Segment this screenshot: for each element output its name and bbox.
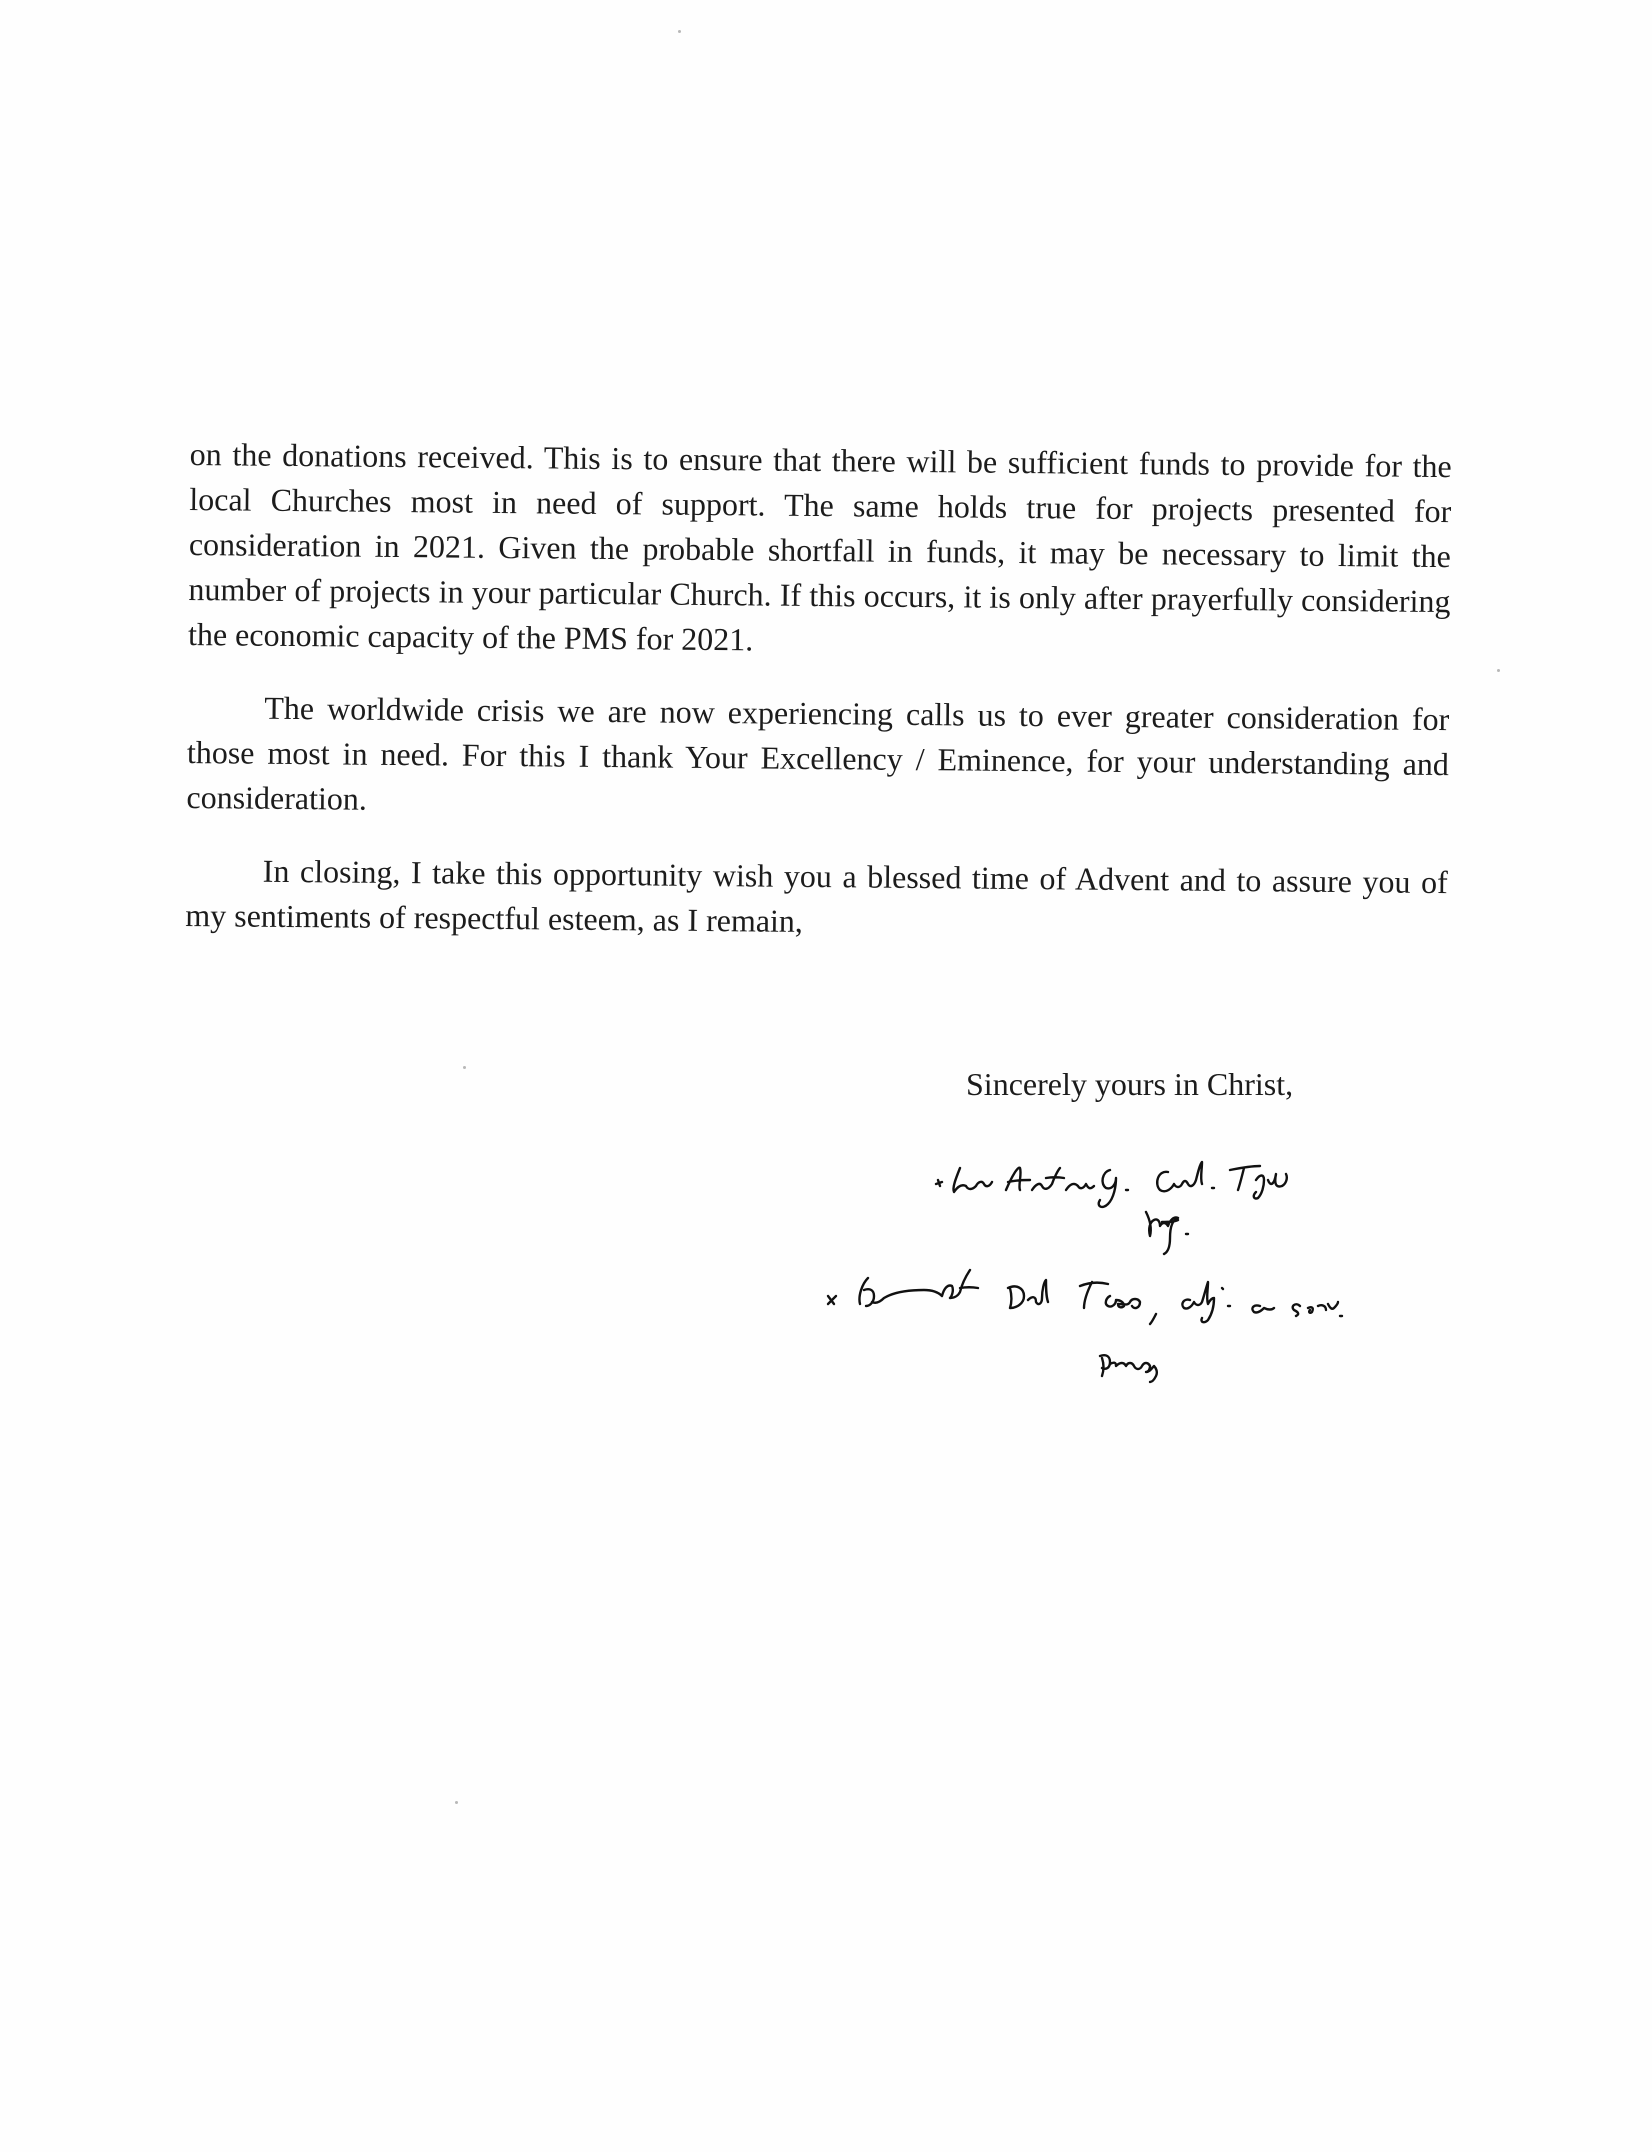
paper-speck	[678, 30, 681, 33]
paper-speck	[455, 1801, 458, 1804]
paper-speck	[463, 1066, 466, 1069]
paragraph-crisis: The worldwide crisis we are now experiencing calls us to ever greater consideration for those most in need. For this I thank Your Excellency / Eminence, for your understanding and consideration.	[186, 689, 1450, 817]
handwritten-signatures	[820, 1150, 1500, 1450]
paragraph-closing: In closing, I take this opportunity wish you a blessed time of Advent and to assure you of my sentiments of respectful esteem, as I remain,	[185, 852, 1448, 939]
closing-salutation: Sincerely yours in Christ,	[966, 1066, 1294, 1102]
signature-dal-toso	[828, 1270, 1342, 1382]
paper-speck	[1497, 669, 1500, 672]
signature-block	[820, 1150, 1500, 1450]
signature-tagle	[936, 1162, 1287, 1254]
paragraph-continuation: on the donations received. This is to ensure that there will be sufficient funds to provide for the local Churches most in need of support. The same holds true for projects presented for consideration in 2021. Given the probable shortfall in funds, it may be necessary to limit the number of projects in your particular Church. If this occurs, it is only after prayerfully considering the economic capacity of the PMS for 2021.	[187, 435, 1452, 658]
letter-body	[185, 432, 1452, 978]
